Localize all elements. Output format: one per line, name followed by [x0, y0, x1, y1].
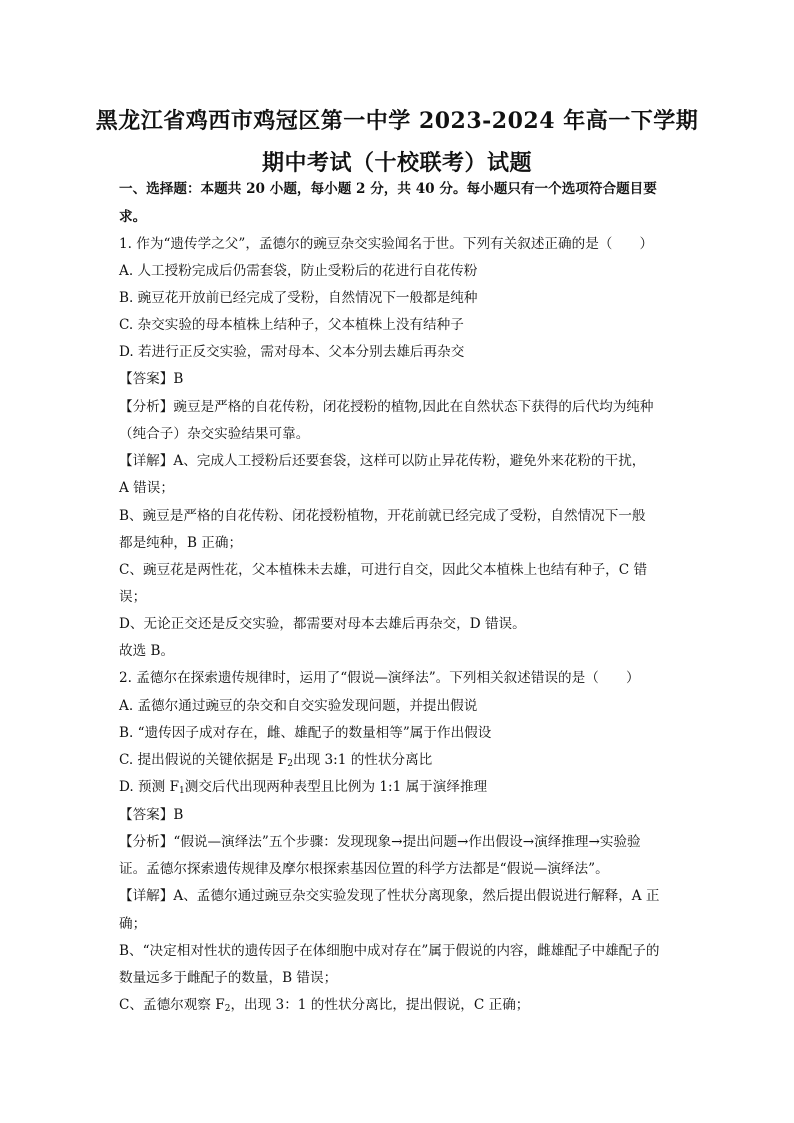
- question-1-option-d: D. 若进行正反交实验，需对母本、父本分别去雄后再杂交: [119, 344, 465, 360]
- question-2-analysis-cont: 证。孟德尔探索遗传规律及摩尔根探索基因位置的科学方法都是“假说—演绎法”。: [119, 861, 609, 877]
- section-heading: 一、选择题：本题共 20 小题，每小题 2 分，共 40 分。每小题只有一个选项符合题目要: [119, 181, 657, 197]
- question-1-detail: 误；: [119, 589, 147, 605]
- question-1-option-c: C. 杂交实验的母本植株上结种子，父本植株上没有结种子: [119, 317, 464, 333]
- question-1-detail: C、豌豆花是两性花，父本植株未去雄，可进行自交，因此父本植株上也结有种子，C 错: [119, 562, 648, 578]
- question-2-option-a: A. 孟德尔通过豌豆的杂交和自交实验发现问题，并提出假说: [119, 698, 478, 714]
- question-2-answer: 【答案】B: [119, 807, 184, 823]
- document-title-line-2: 期中考试（十校联考）试题: [261, 150, 532, 176]
- question-1-analysis-cont: （纯合子）杂交实验结果可靠。: [119, 426, 310, 442]
- question-1-stem: 1. 作为“遗传学之父”，孟德尔的豌豆杂交实验闻名于世。下列有关叙述正确的是（ ）: [119, 236, 654, 252]
- question-2-detail: 数量远多于雌配子的数量，B 错误；: [119, 970, 338, 986]
- question-1-analysis: 【分析】豌豆是严格的自花传粉，闭花授粉的植物,因此在自然状态下获得的后代均为纯种: [119, 399, 654, 415]
- question-2-option-d: D. 预测 $F_1$测交后代出现两种表型且比例为 1:1 属于演绎推理: [119, 779, 488, 796]
- question-2-detail: 【详解】A、孟德尔通过豌豆杂交实验发现了性状分离现象，然后提出假说进行解释，A 正: [119, 888, 660, 904]
- question-2-option-c: C. 提出假说的关键依据是 $F_2$出现 3:1 的性状分离比: [119, 752, 433, 769]
- question-2-detail: B、“决定相对性状的遗传因子在体细胞中成对存在”属于假说的内容，雌雄配子中雄配子的: [119, 943, 660, 959]
- question-2-option-b: B. “遗传因子成对存在，雌、雄配子的数量相等”属于作出假设: [119, 725, 492, 741]
- question-1-option-b: B. 豌豆花开放前已经完成了受粉，自然情况下一般都是纯种: [119, 290, 478, 306]
- question-1-detail: D、无论正交还是反交实验，都需要对母本去雄后再杂交，D 错误。: [119, 616, 526, 632]
- question-1-detail: A 错误；: [119, 480, 174, 496]
- section-heading-cont: 求。: [119, 209, 147, 225]
- question-1-detail: B、豌豆是严格的自花传粉、闭花授粉植物，开花前就已经完成了受粉，自然情况下一般: [119, 508, 646, 524]
- question-2-stem: 2. 孟德尔在探索遗传规律时，运用了“假说—演绎法”。下列相关叙述错误的是（ ）: [119, 670, 640, 686]
- question-1-conclusion: 故选 B。: [119, 643, 175, 659]
- question-2-analysis: 【分析】“假说—演绎法”五个步骤：发现现象→提出问题→作出假设→演绎推理→实验验: [119, 834, 641, 850]
- question-1-detail: 都是纯种，B 正确；: [119, 535, 243, 551]
- question-1-answer: 【答案】B: [119, 371, 184, 387]
- question-2-detail: C、孟德尔观察 $F_2$，出现 3：1 的性状分离比，提出假说，C 正确；: [119, 997, 530, 1014]
- question-1-detail: 【详解】A、完成人工授粉后还要套袋，这样可以防止异花传粉，避免外来花粉的干扰，: [119, 453, 646, 469]
- question-2-detail: 确；: [119, 916, 147, 932]
- document-title-line-1: 黑龙江省鸡西市鸡冠区第一中学 2023-2024 年高一下学期: [95, 108, 699, 134]
- question-1-option-a: A. 人工授粉完成后仍需套袋，防止受粉后的花进行自花传粉: [119, 263, 478, 279]
